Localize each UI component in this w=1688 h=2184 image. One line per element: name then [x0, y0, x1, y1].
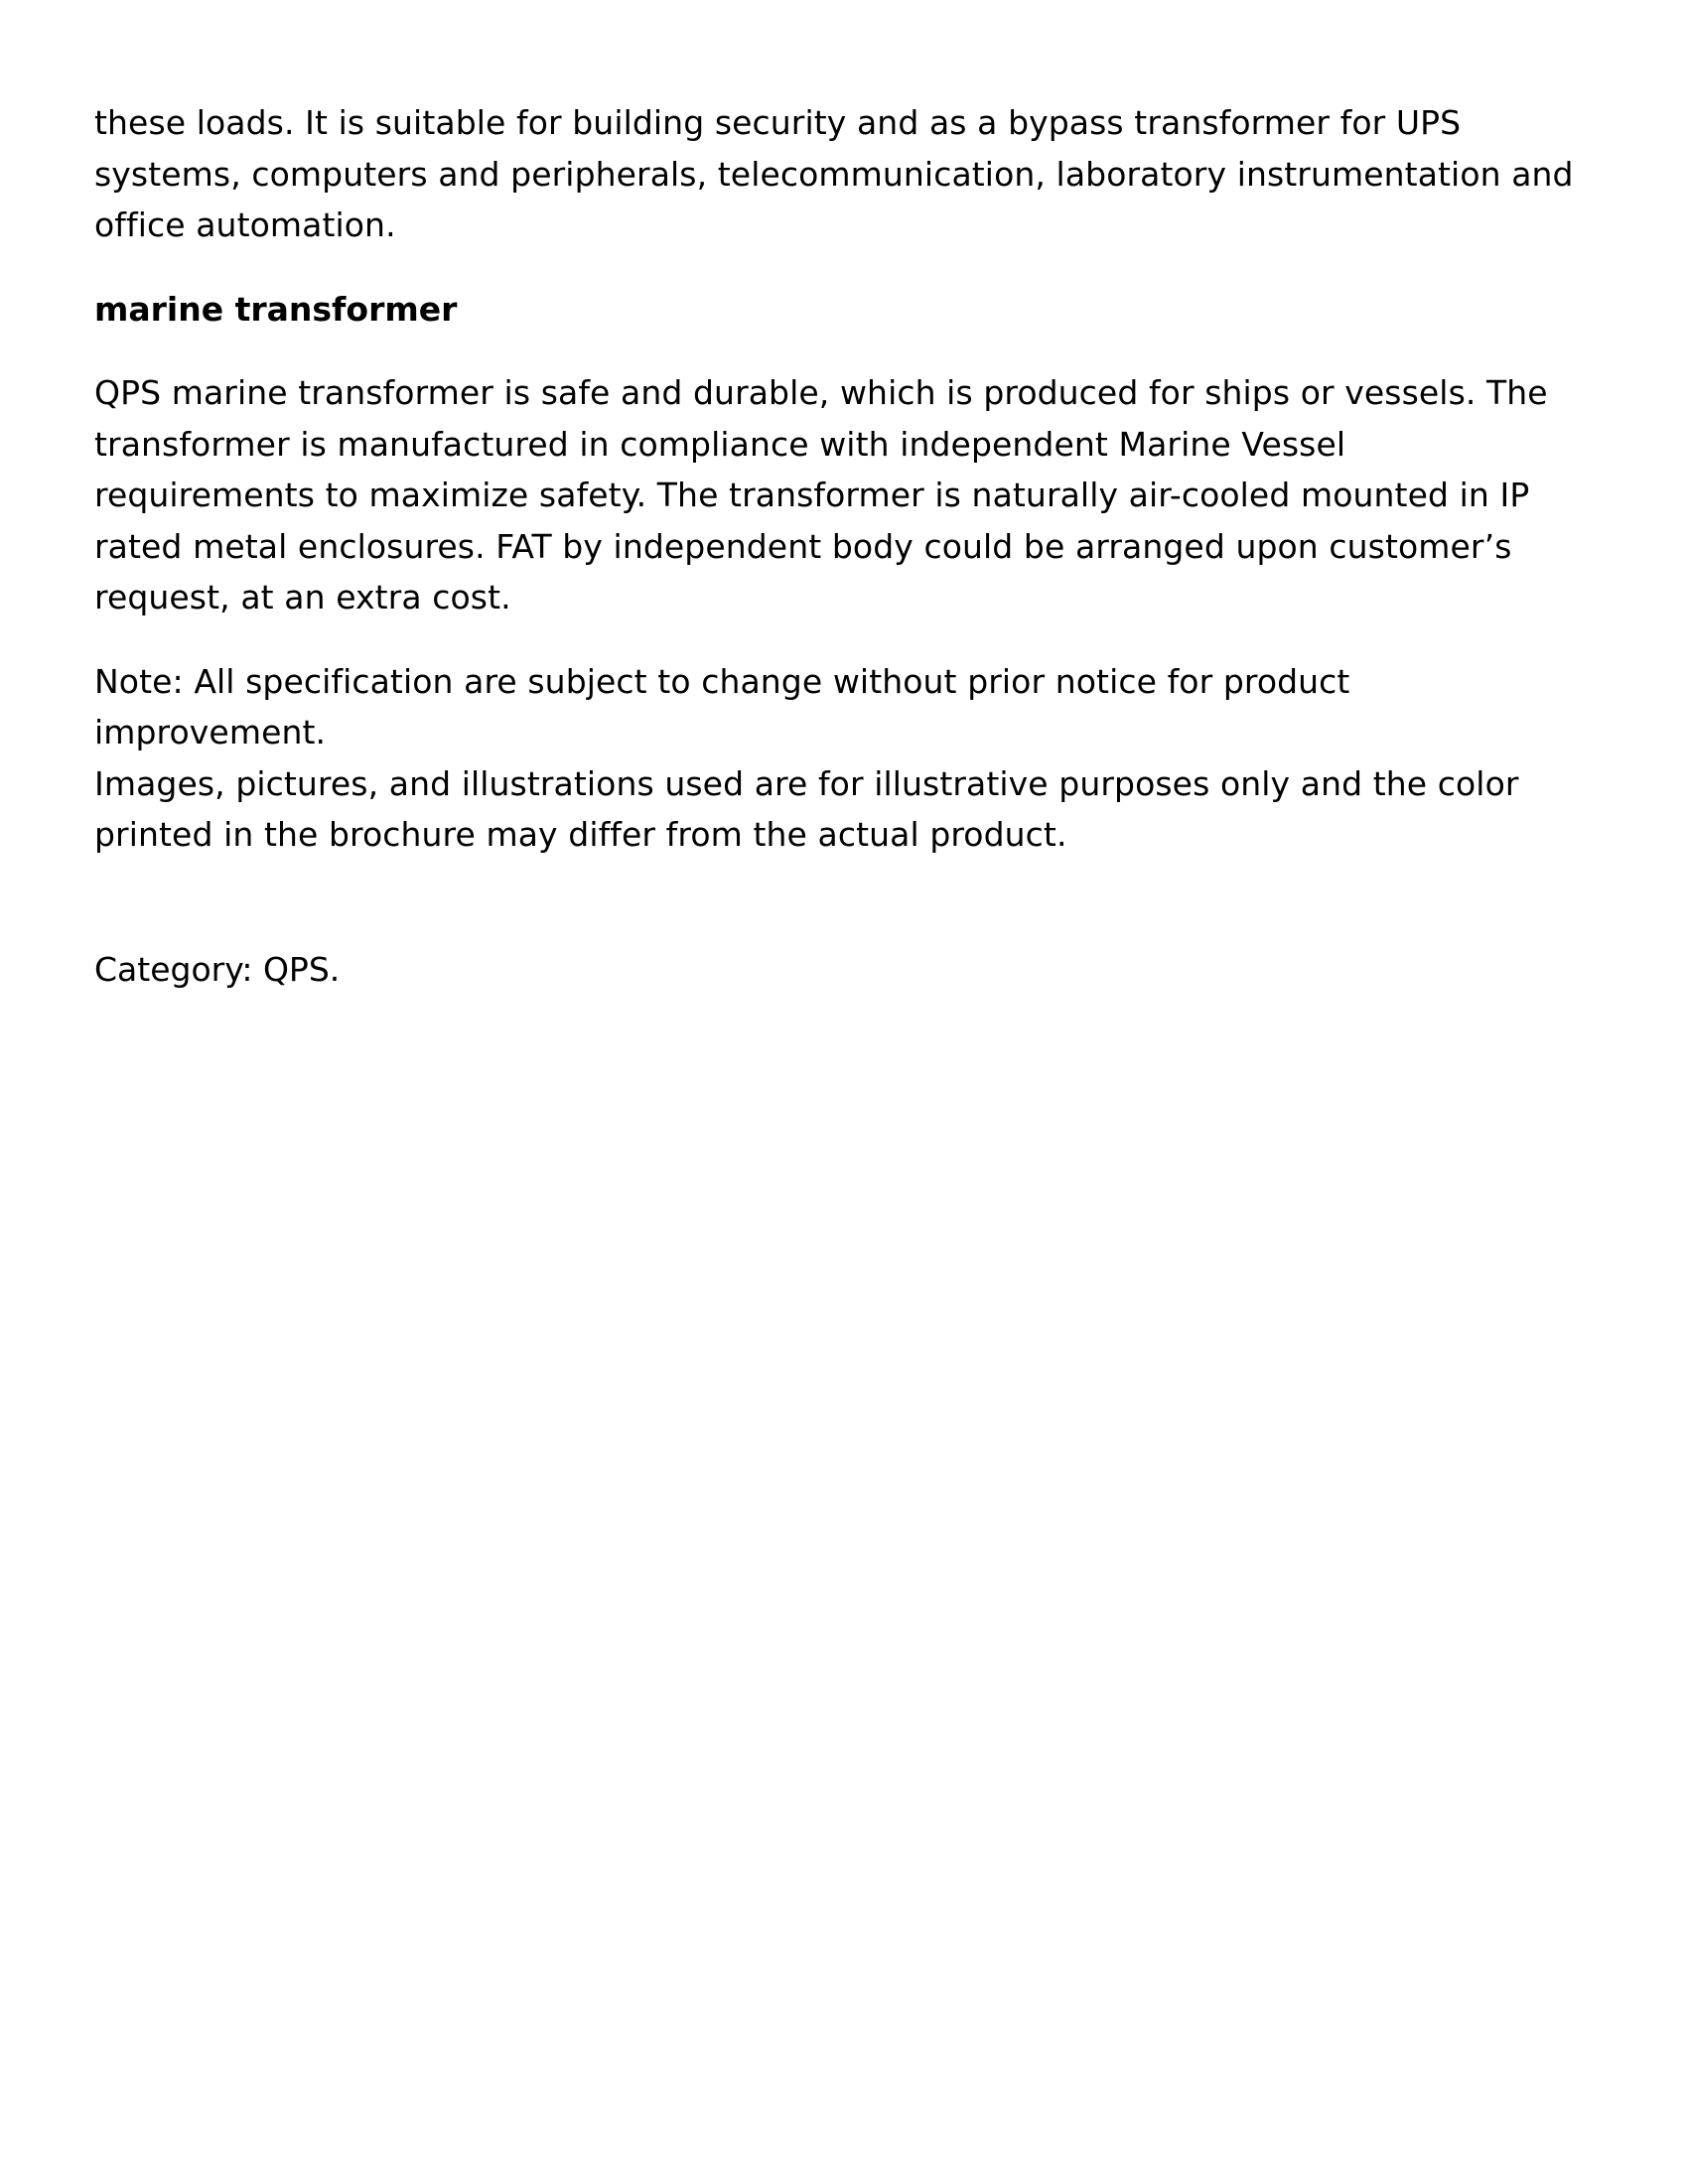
intro-paragraph	[94, 97, 1614, 251]
document-page	[94, 97, 1614, 1027]
intro-line: these loads. It is suitable for building security and as a bypass transformer for UPS	[94, 103, 1462, 142]
note-line: Images, pictures, and illustrations used are for illustrative purposes only and the color	[94, 763, 1519, 803]
intro-line: office automation.	[94, 205, 396, 244]
category-label: Category: QPS.	[94, 949, 341, 989]
note-line: Note: All specification are subject to change without prior notice for product	[94, 661, 1350, 701]
marine-line: requirements to maximize safety. The transformer is naturally air-cooled mounted in IP	[94, 476, 1530, 514]
marine-line: QPS marine transformer is safe and durable, which is produced for ships or vessels. The	[94, 373, 1548, 412]
intro-line: systems, computers and peripherals, telecommunication, laboratory instrumentation and	[94, 154, 1574, 194]
note-paragraph	[94, 656, 1614, 861]
note-line: printed in the brochure may differ from the actual product.	[94, 815, 1067, 854]
marine-paragraph	[94, 367, 1614, 623]
marine-line: transformer is manufactured in compliance with independent Marine Vessel	[94, 424, 1346, 464]
marine-transformer-heading: marine transformer	[94, 289, 458, 329]
marine-line: request, at an extra cost.	[94, 578, 511, 616]
marine-line: rated metal enclosures. FAT by independent body could be arranged upon customer’s	[94, 526, 1512, 566]
note-line: improvement.	[94, 713, 327, 751]
